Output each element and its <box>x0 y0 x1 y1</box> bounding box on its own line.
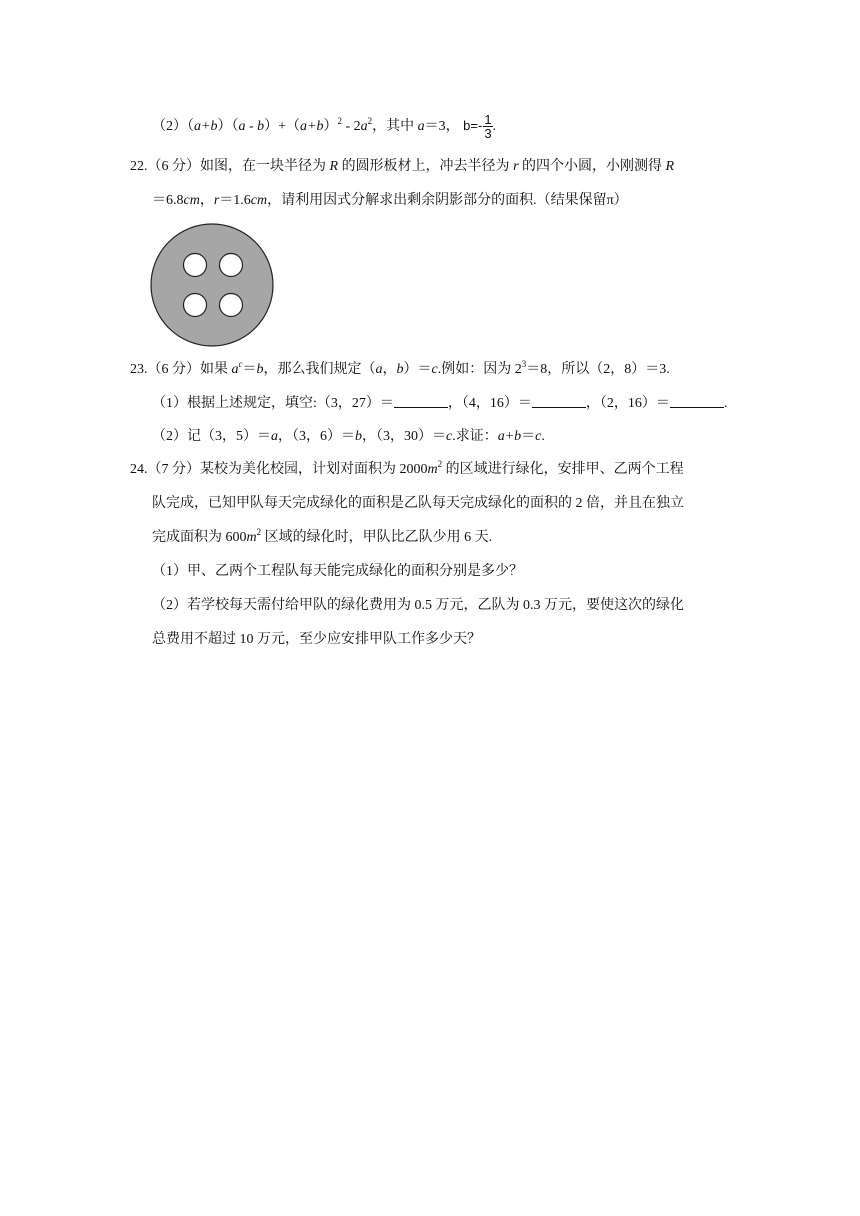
q24-line3: 完成面积为 $600m^2$ 区域的绿化时，甲队比乙队少用 6 天. <box>152 527 493 545</box>
q21-part2: $(2)(a+b)(a - b)+(a+b)^2 - 2a^2$，其中 a＝3， b=- $\frac{1}{3}$ . <box>152 112 497 141</box>
small-hole-top-left <box>184 254 207 277</box>
b-value-expression: b=- $\frac{1}{3}$ <box>463 112 492 141</box>
q24-part2-line2: 总费用不超过 10 万元，至少应安排甲队工作多少天？ <box>152 632 481 647</box>
q22-line1: 22.（6 分）如图，在一块半径为 R 的圆形板材上，冲去半径为 r 的四个小圆，小刚测得 R <box>130 159 675 174</box>
q24-part1: （1）甲、乙两个工程队每天能完成绿化的面积分别是多少？ <box>152 564 523 579</box>
small-hole-bottom-right <box>220 294 243 317</box>
q23-part1: （1）根据上述规定，填空:（3，27）＝ ，（4，16）＝ ，（2，16）＝ . <box>152 396 728 411</box>
answer-blank-1[interactable] <box>394 395 448 408</box>
circular-board-figure <box>148 222 276 348</box>
large-circle-board <box>151 224 273 346</box>
q23-part2: （2）记（3，5）＝a，（3，6）＝b，（3，30）＝c.求证：a+b＝c. <box>152 429 545 444</box>
small-hole-bottom-left <box>184 294 207 317</box>
answer-blank-2[interactable] <box>532 395 586 408</box>
fraction-one-third: $\frac{1}{3}$ <box>484 112 492 141</box>
q24-line1: 24.（7 分）某校为美化校园，计划对面积为 $2000m^2$ 的区域进行绿化，安排甲、乙两个工程 <box>130 459 684 477</box>
small-hole-top-right <box>220 254 243 277</box>
q24-line2: 队完成，已知甲队每天完成绿化的面积是乙队每天完成绿化的面积的 2 倍，并且在独立 <box>152 496 684 511</box>
q22-line2: ＝6.8cm，r＝1.6cm，请利用因式分解求出剩余阴影部分的面积.（结果保留π） <box>152 193 628 208</box>
q23-line1: 23.（6 分）如果 $a^c=b$，那么我们规定（a，b）＝c.例如：因为 $2^3=8$，所以（2，8）＝3. <box>130 359 670 377</box>
answer-blank-3[interactable] <box>670 395 724 408</box>
q24-part2-line1: （2）若学校每天需付给甲队的绿化费用为 0.5 万元，乙队为 0.3 万元，要使这次的绿化 <box>152 598 684 613</box>
